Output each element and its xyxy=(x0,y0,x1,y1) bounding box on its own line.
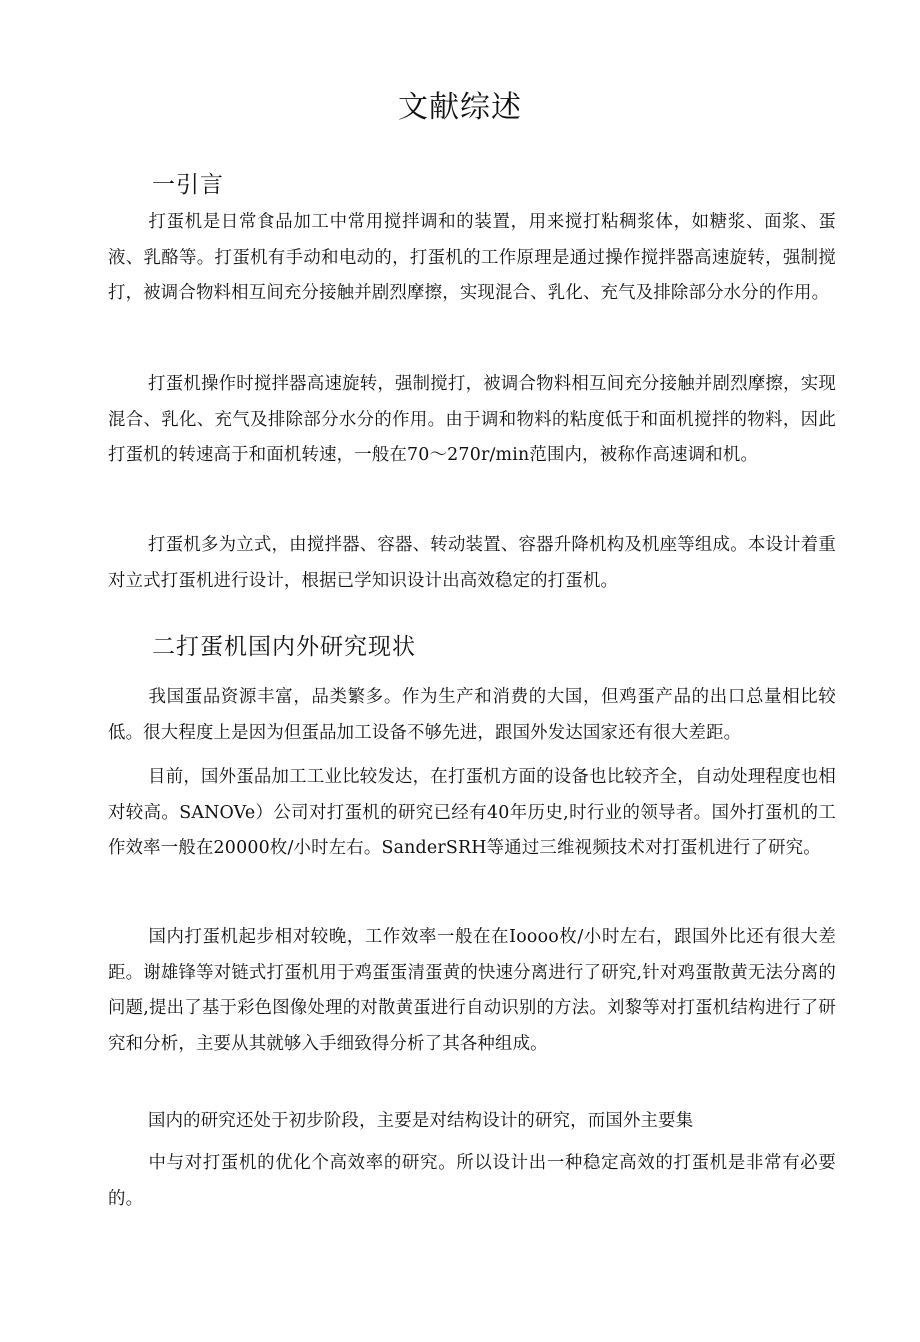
paragraph-text: 我国蛋品资源丰富，品类繁多。作为生产和消费的大国，但鸡蛋产品的出口总量相比较低。很大程度上是因为但蛋品加工设备不够先进，跟国外发达国家还有很大差距。 xyxy=(108,687,836,743)
paragraph-text: 打蛋机操作时搅拌器高速旋转，强制搅打，被调合物料相互间充分接触并剧烈摩擦，实现混合、乳化、充气及排除部分水分的作用。由于调和物料的粘度低于和面机搅拌的物料，因此打蛋机的转速高于和面机转速，一般在70～270r∕min范围内，被称作高速调和机。 xyxy=(108,374,836,465)
paragraph-text: 打蛋机是日常食品加工中常用搅拌调和的装置，用来搅打粘稠浆体，如糖浆、面浆、蛋液、乳酪等。打蛋机有手动和电动的，打蛋机的工作原理是通过操作搅拌器高速旋转，强制搅打，被调合物料相互间充分接触并剧烈摩擦，实现混合、乳化、充气及排除部分水分的作用。 xyxy=(108,212,836,303)
paragraph-intro-3 xyxy=(108,528,836,599)
section-heading-introduction: 一引言 xyxy=(152,172,224,198)
paragraph-text: 国内打蛋机起步相对较晚，工作效率一般在在Ioooo枚/小时左右，跟国外比还有很大差距。谢雄锋等对链式打蛋机用于鸡蛋蛋清蛋黄的快速分离进行了研究,针对鸡蛋散黄无法分离的问题,提出了基于彩色图像处理的对散黄蛋进行自动识别的方法。刘黎等对打蛋机结构进行了研究和分析，主要从其就够入手细致得分析了其各种组成。 xyxy=(108,927,836,1054)
paragraph-research-1 xyxy=(108,680,836,751)
paragraph-text: 打蛋机多为立式，由搅拌器、容器、转动装置、容器升降机构及机座等组成。本设计着重对立式打蛋机进行设计，根据已学知识设计出高效稳定的打蛋机。 xyxy=(108,535,836,591)
paragraph-research-3 xyxy=(108,920,836,1062)
paragraph-research-5 xyxy=(108,1146,836,1217)
paragraph-intro-1 xyxy=(108,205,836,312)
paragraph-text: 国内的研究还处于初步阶段，主要是对结构设计的研究，而国外主要集 xyxy=(148,1111,694,1131)
paragraph-research-2 xyxy=(108,760,836,867)
paragraph-text: 目前，国外蛋品加工工业比较发达，在打蛋机方面的设备也比较齐全，自动处理程度也相对较高。SANOVe）公司对打蛋机的研究已经有40年历史,时行业的领导者。国外打蛋机的工作效率一般在20000枚/小时左右。SanderSRH等通过三维视频技术对打蛋机进行了研究。 xyxy=(108,767,836,858)
paragraph-research-4 xyxy=(108,1104,836,1140)
section-heading-research-status: 二打蛋机国内外研究现状 xyxy=(152,634,416,660)
paragraph-text: 中与对打蛋机的优化个高效率的研究。所以设计出一种稳定高效的打蛋机是非常有必要的。 xyxy=(108,1153,836,1209)
page-title: 文献综述 xyxy=(398,90,522,125)
paragraph-intro-2 xyxy=(108,367,836,474)
